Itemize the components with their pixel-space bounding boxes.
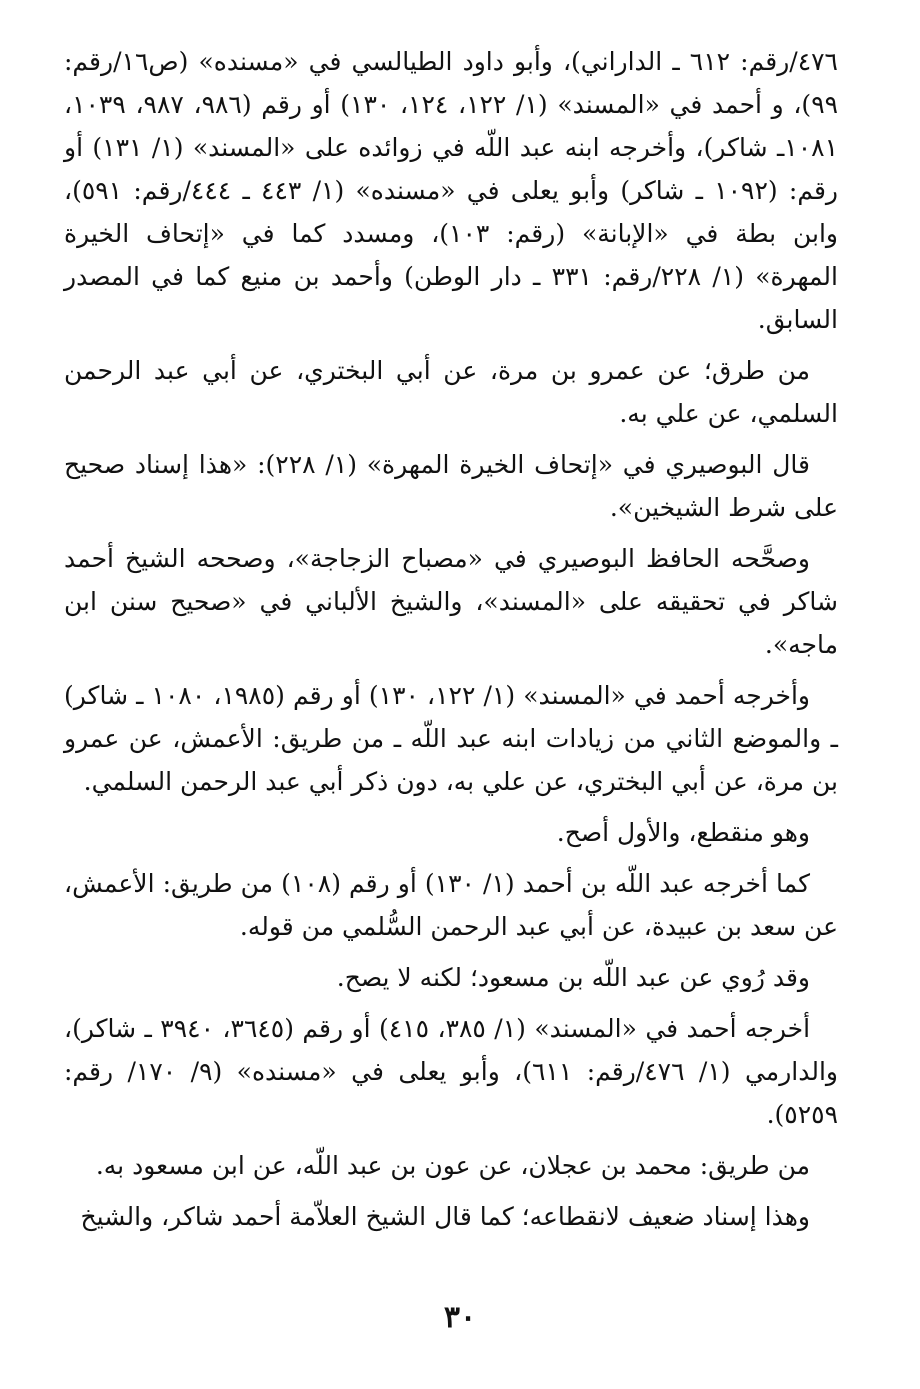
paragraph-ruling: وهو منقطع، والأول أصح. (556, 818, 810, 847)
page-number: ٣٠ (443, 1300, 477, 1335)
paragraph-references: ٤٧٦/رقم: ٦١٢ ـ الداراني)، وأبو داود الطيالسي في «مسنده» (ص١٦/رقم: ٩٩)، و أحمد في «المسند» (١/ ١٢٢، ١٢٤، ١٣٠) أو رقم (٩٨٦، ٩٨٧، ١٠٣٩، ١٠٨١ـ شاكر)، وأخرجه ابنه عبد اللّه في زوائده على «المسند» (١/ ١٣١) أو رقم: (١٠٩٢ ـ شاكر) وأبو يعلى في «مسنده» (١/ ٤٤٣ ـ ٤٤٤/رقم: ٥٩١)، وابن بطة في «الإبانة» (رقم: ١٠٣)، ومسدد كما في «إتحاف الخيرة المهرة» (١/ ٢٢٨/رقم: ٣٣١ ـ دار الوطن) وأحمد بن منيع كما في المصدر السابق. (64, 47, 839, 334)
paragraph-weak-chain: وهذا إسناد ضعيف لانقطاعه؛ كما قال الشيخ العلاّمة أحمد شاكر، والشيخ (80, 1202, 810, 1231)
paragraph-ahmad-narration: وأخرجه أحمد في «المسند» (١/ ١٢٢، ١٣٠) أو رقم (١٩٨٥، ١٠٨٠ ـ شاكر) ـ والموضع الثاني من زيادات ابنه عبد اللّه ـ من طريق: الأعمش، عن عمرو بن مرة، عن أبي البختري، عن علي به، دون ذكر أبي عبد الرحمن السلمي. (64, 681, 838, 796)
paragraph-chain: من طرق؛ عن عمرو بن مرة، عن أبي البختري، عن أبي عبد الرحمن السلمي، عن علي به. (64, 356, 838, 428)
paragraph-ibn-masud: وقد رُوي عن عبد اللّه بن مسعود؛ لكنه لا يصح. (336, 963, 810, 992)
paragraph-abdullah-narration: كما أخرجه عبد اللّه بن أحمد (١/ ١٣٠) أو رقم (١٠٨) من طريق: الأعمش، عن سعد بن عبيدة، عن أبي عبد الرحمن السُّلمي من قوله. (64, 869, 838, 941)
paragraph-busiri-quote: قال البوصيري في «إتحاف الخيرة المهرة» (١/ ٢٢٨): «هذا إسناد صحيح على شرط الشيخين». (64, 450, 838, 522)
paragraph-masud-references: أخرجه أحمد في «المسند» (١/ ٣٨٥، ٤١٥) أو رقم (٣٦٤٥، ٣٩٤٠ ـ شاكر)، والدارمي (١/ ٤٧٦/رقم: ٦١١)، وأبو يعلى في «مسنده» (٩/ ١٧٠/ رقم: ٥٢٥٩). (64, 1014, 838, 1129)
page-body (64, 40, 838, 1238)
paragraph-ajlan-chain: من طريق: محمد بن عجلان، عن عون بن عبد اللّه، عن ابن مسعود به. (95, 1151, 810, 1180)
paragraph-authentication: وصحَّحه الحافظ البوصيري في «مصباح الزجاجة»، وصححه الشيخ أحمد شاكر في تحقيقه على «المسند»، والشيخ الألباني في «صحيح سنن ابن ماجه». (64, 544, 838, 659)
